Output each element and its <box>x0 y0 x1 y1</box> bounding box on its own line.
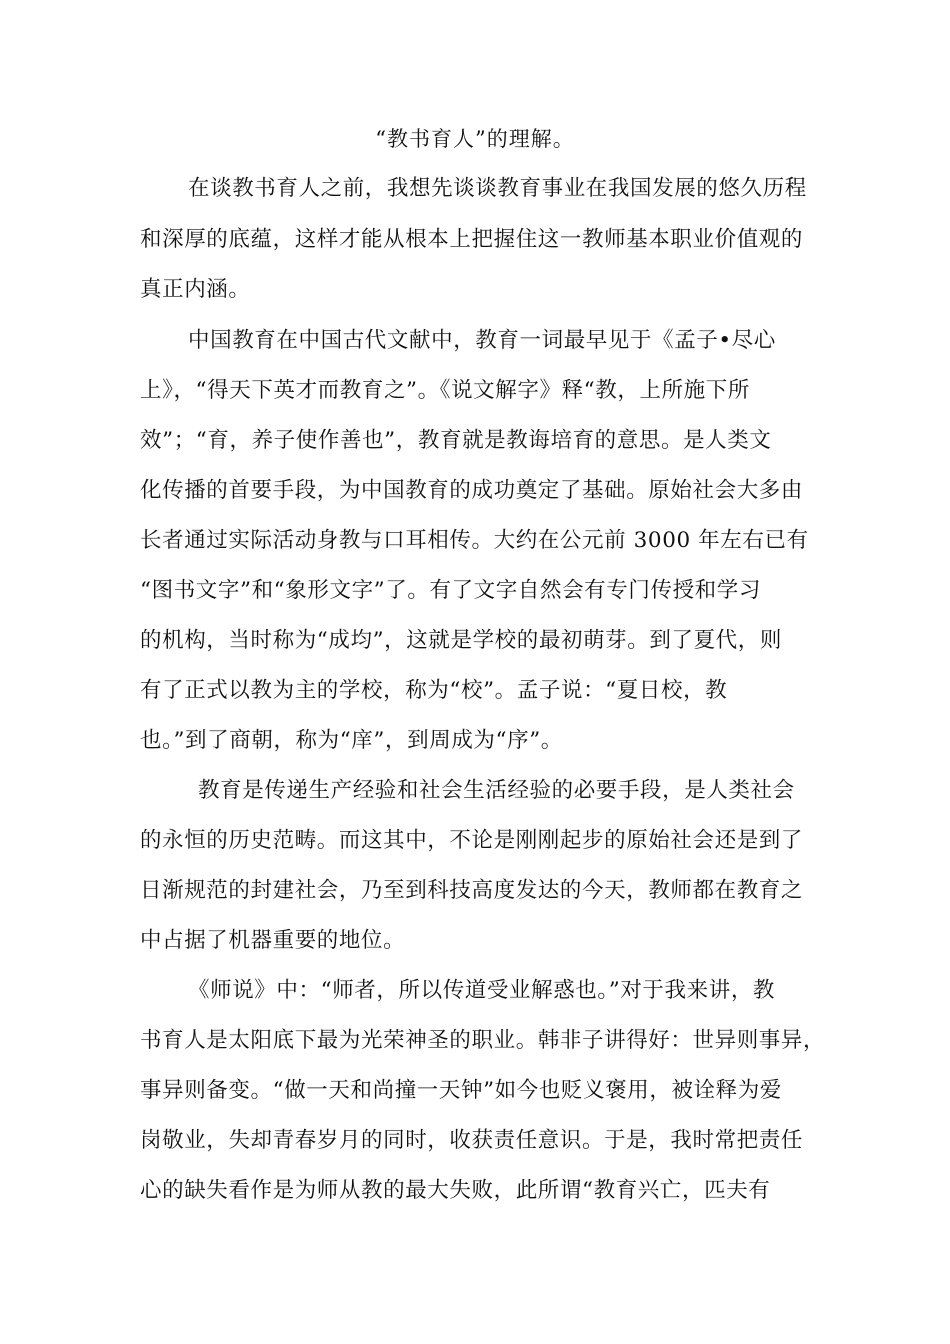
paragraph-4-line-3: 事异则备变。“做一天和尚撞一天钟”如今也贬义褒用，被诠释为爱 <box>140 1078 782 1103</box>
paragraph-4-line-2: 书育人是太阳底下最为光荣神圣的职业。韩非子讲得好：世异则事异， <box>140 1028 826 1053</box>
document-title: “教书育人”的理解。 <box>375 127 575 151</box>
paragraph-2-line-7: 的机构，当时称为“成均”，这就是学校的最初萌芽。到了夏代，则 <box>140 628 782 653</box>
paragraph-4-line-1: 《师说》中：“师者，所以传道受业解惑也。”对于我来讲，教 <box>188 978 776 1003</box>
paragraph-4-line-4: 岗敬业，失却青春岁月的同时，收获责任意识。于是，我时常把责任 <box>140 1128 804 1153</box>
paragraph-2-line-9: 也。”到了商朝，称为“庠”，到周成为“序”。 <box>140 728 563 753</box>
paragraph-2-line-2: 上》，“得天下英才而教育之”。《说文解字》释“教，上所施下所 <box>140 378 750 403</box>
paragraph-4-line-5: 心的缺失看作是为师从教的最大失败，此所谓“教育兴亡，匹夫有 <box>140 1178 771 1203</box>
paragraph-2-line-1: 中国教育在中国古代文献中，教育一词最早见于《孟子•尽心 <box>188 328 776 353</box>
paragraph-3-line-1: 教育是传递生产经验和社会生活经验的必要手段，是人类社会 <box>198 778 795 803</box>
paragraph-3-line-3: 日渐规范的封建社会，乃至到科技高度发达的今天，教师都在教育之 <box>140 878 804 903</box>
paragraph-3-line-4: 中占据了机器重要的地位。 <box>140 928 406 953</box>
paragraph-1-line-2: 和深厚的底蕴，这样才能从根本上把握住这一教师基本职业价值观的 <box>140 227 804 252</box>
paragraph-1-line-1: 在谈教书育人之前，我想先谈谈教育事业在我国发展的悠久历程 <box>188 176 807 201</box>
paragraph-2-line-8: 有了正式以教为主的学校，称为“校”。孟子说：“夏日校，教 <box>140 678 728 703</box>
paragraph-2-line-3: 效”；“育，养子使作善也”，教育就是教诲培育的意思。是人类文 <box>140 428 772 453</box>
paragraph-2-line-6: “图书文字”和“象形文字”了。有了文字自然会有专门传授和学习 <box>140 578 761 603</box>
paragraph-3-line-2: 的永恒的历史范畴。而这其中，不论是刚刚起步的原始社会还是到了 <box>140 828 804 853</box>
paragraph-2-line-4: 化传播的首要手段，为中国教育的成功奠定了基础。原始社会大多由 <box>140 478 804 503</box>
paragraph-1-line-3: 真正内涵。 <box>140 277 251 302</box>
paragraph-2-line-5: 长者通过实际活动身教与口耳相传。大约在公元前 3000 年左右已有 <box>140 528 809 553</box>
